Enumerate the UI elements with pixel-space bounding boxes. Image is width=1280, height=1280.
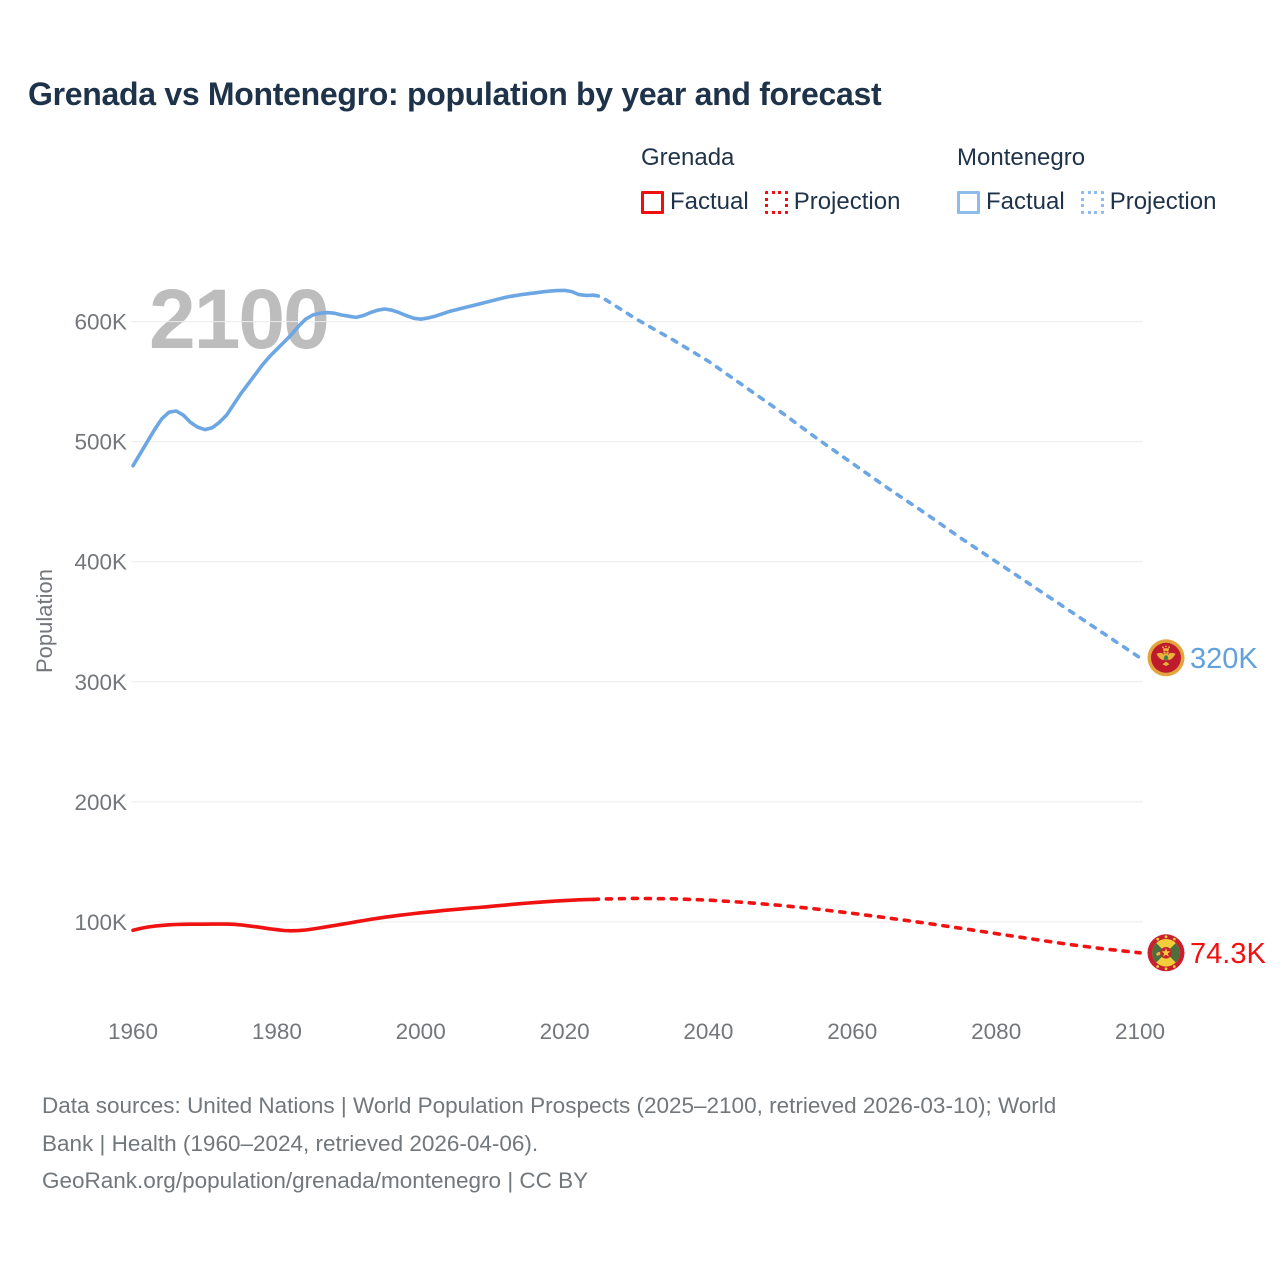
legend-group-montenegro-title: Montenegro xyxy=(957,144,1086,171)
y-tick-label: 600K xyxy=(74,309,127,335)
x-tick-label: 2020 xyxy=(539,1019,590,1044)
x-tick-label: 2060 xyxy=(827,1019,878,1044)
crown-icon xyxy=(1163,648,1169,651)
grenada-end-value-label: 74.3K xyxy=(1190,937,1266,970)
footer-attribution: GeoRank.org/population/grenada/montenegro | CC BY xyxy=(42,1168,589,1193)
x-tick-label: 2080 xyxy=(971,1019,1022,1044)
montenegro-flag-icon xyxy=(1148,639,1185,676)
x-tick-label: 2000 xyxy=(395,1019,446,1044)
series-path-grenada-projection xyxy=(593,898,1140,952)
x-tick-label: 1980 xyxy=(251,1019,302,1044)
ring-star xyxy=(1165,935,1168,938)
series-path-montenegro-projection xyxy=(593,295,1140,658)
legend-label: Factual xyxy=(986,188,1065,215)
ring-star xyxy=(1156,938,1159,941)
ring-star xyxy=(1173,938,1176,941)
series-path-montenegro-factual xyxy=(133,290,593,465)
series-path-grenada-factual xyxy=(133,899,593,930)
watermark-year: 2100 xyxy=(149,272,328,366)
legend-label: Factual xyxy=(670,188,749,215)
y-tick-label: 200K xyxy=(74,789,127,815)
x-tick-label: 2040 xyxy=(683,1019,734,1044)
ring-star xyxy=(1173,965,1176,968)
y-tick-label: 100K xyxy=(74,909,127,935)
montenegro-end-value-label: 320K xyxy=(1190,642,1258,675)
legend-label: Projection xyxy=(1109,188,1217,215)
footer-sources-line2: Bank | Health (1960–2024, retrieved 2026-04-06). xyxy=(42,1130,539,1156)
legend-group-grenada-title: Grenada xyxy=(641,144,735,171)
y-tick-label: 400K xyxy=(74,549,127,575)
y-tick-label: 300K xyxy=(74,669,127,695)
crown-dot xyxy=(1168,646,1170,648)
ring-star xyxy=(1165,967,1168,970)
grenada-flag-icon xyxy=(1148,934,1185,971)
x-tick-label: 1960 xyxy=(107,1019,159,1044)
shield xyxy=(1164,655,1168,660)
page-title: Grenada vs Montenegro: population by year and forecast xyxy=(28,76,882,112)
x-tick-label: 2100 xyxy=(1114,1019,1166,1044)
footer xyxy=(42,1087,1242,1200)
legend-label: Projection xyxy=(793,188,901,215)
ring-star xyxy=(1156,965,1159,968)
y-axis-title: Population xyxy=(32,569,57,673)
footer-sources-line1: Data sources: United Nations | World Population Prospects (2025–2100, retrieved 2026-03-10); World xyxy=(42,1093,1057,1118)
y-tick-label: 500K xyxy=(74,429,127,455)
crown-dot xyxy=(1165,646,1167,648)
chart-generated-layer xyxy=(74,290,1266,1044)
crown-dot xyxy=(1162,646,1164,648)
